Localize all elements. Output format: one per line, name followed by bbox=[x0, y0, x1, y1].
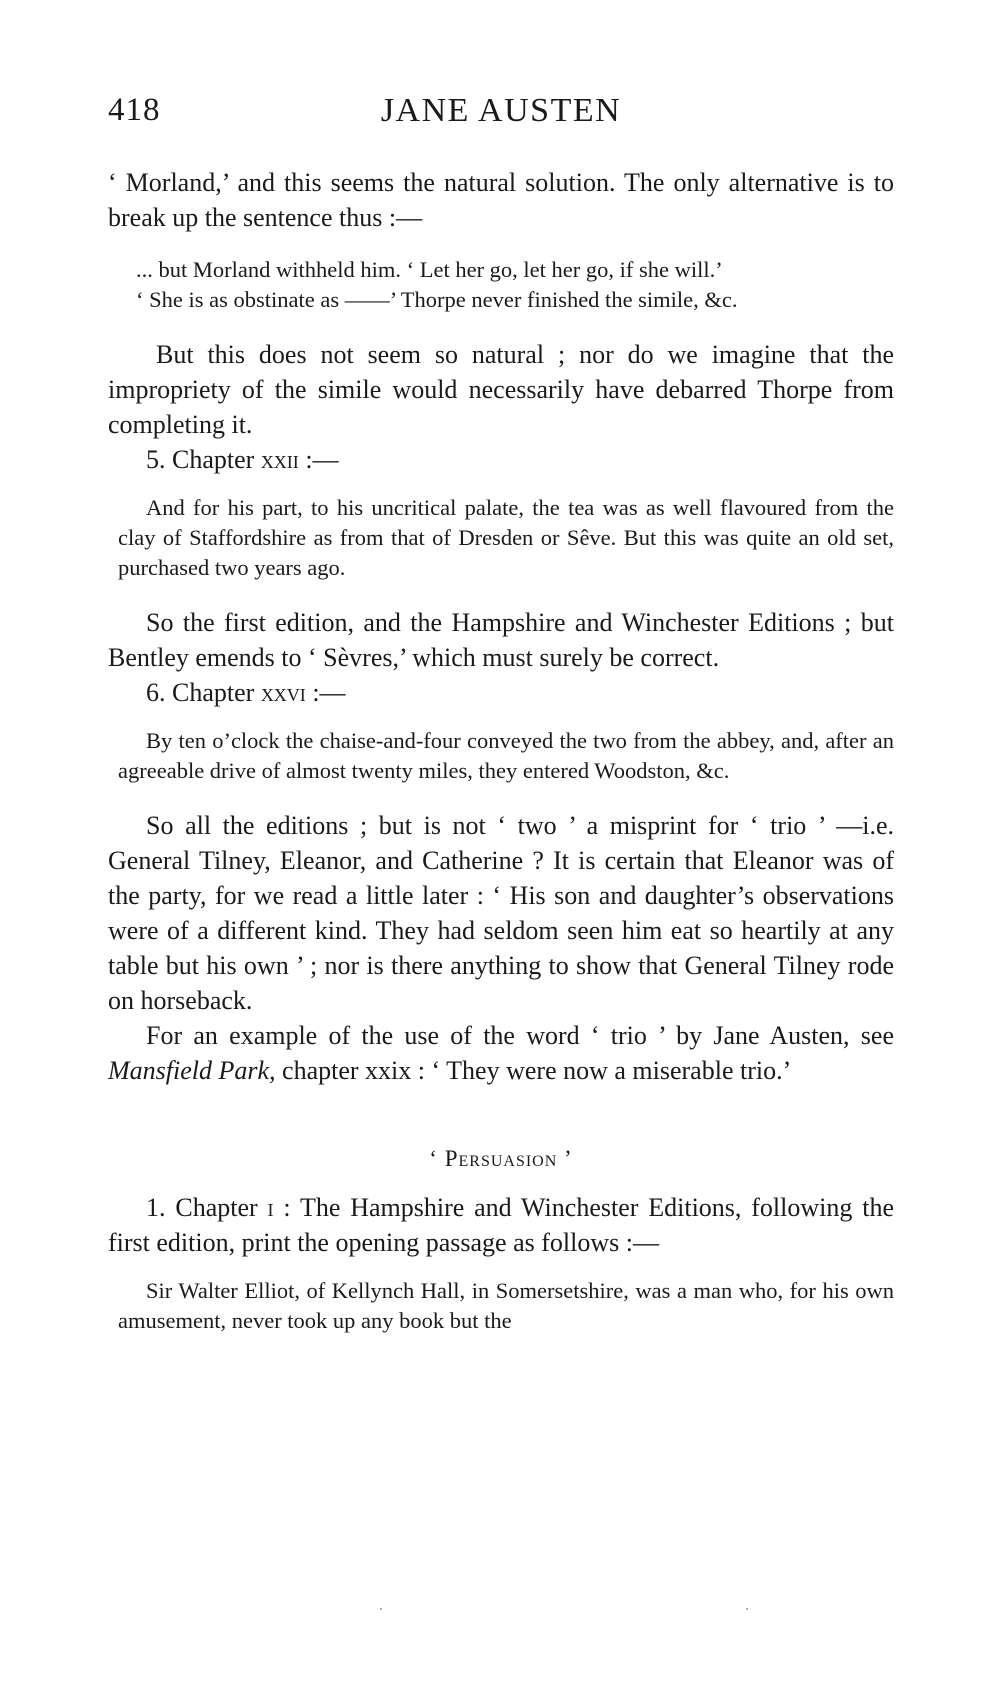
item-label: 1. Chapter bbox=[146, 1193, 268, 1222]
quote-line-obstinate: ‘ She is as obstinate as ——’ Thorpe never finished the simile, &c. bbox=[136, 287, 738, 312]
paragraph-morland: ‘ Morland,’ and this seems the natural solution. The only alternative is to break up the sentence thus :— bbox=[108, 168, 894, 232]
text-run: For an example of the use of the word ‘ trio ’ by Jane Austen, see bbox=[146, 1021, 894, 1050]
page-number: 418 bbox=[108, 92, 161, 128]
item-suffix: :— bbox=[298, 445, 339, 474]
quote-sir-walter: Sir Walter Elliot, of Kellynch Hall, in Somersetshire, was a man who, for his own amusement, never took up any book but the bbox=[118, 1278, 894, 1333]
paragraph-mansfield bbox=[108, 1018, 894, 1088]
close-quote: ’ bbox=[557, 1146, 573, 1171]
paragraph-trio: So all the editions ; but is not ‘ two ’ a misprint for ‘ trio ’ —i.e. General Tilney, Eleanor, and Catherine ? It is certain that Eleanor was of the party, for we read a little later : ‘ His son and daughter’s observations were of a different kind. They had seldom seen him eat so heartily at any table but his own ’ ; nor is there anything to show that General Tilney rode on horseback. bbox=[108, 811, 894, 1015]
quote-tea: And for his part, to his uncritical palate, the tea was as well flavoured from the clay of Staffordshire as from that of Dresden or Sêve. But this was quite an old set, purchased two years ago. bbox=[118, 495, 894, 580]
chapter-numeral: xxvi bbox=[260, 678, 306, 707]
item-text: : The Hampshire and Winchester Editions, following the first edition, print the opening passage as follows :— bbox=[108, 1193, 894, 1257]
item-label: 5. Chapter bbox=[146, 445, 261, 474]
item-chapter-xxvi bbox=[108, 675, 894, 710]
chapter-numeral: xxii bbox=[260, 445, 299, 474]
running-title: JANE AUSTEN bbox=[380, 92, 622, 129]
chapter-numeral: i bbox=[267, 1193, 274, 1222]
open-quote: ‘ bbox=[429, 1146, 445, 1171]
page-header bbox=[108, 92, 894, 140]
page-body bbox=[108, 165, 894, 1336]
text-run: chapter xxix : ‘ They were now a miserable trio.’ bbox=[275, 1056, 792, 1085]
item-suffix: :— bbox=[305, 678, 346, 707]
paragraph-impropriety: But this does not seem so natural ; nor do we imagine that the impropriety of the simile would necessarily have debarred Thorpe from completing it. bbox=[108, 340, 894, 439]
paragraph-bentley: So the first edition, and the Hampshire and Winchester Editions ; but Bentley emends to ‘ Sèvres,’ which must surely be correct. bbox=[108, 608, 894, 672]
section-title: Persuasion bbox=[444, 1146, 558, 1171]
item-chapter-i bbox=[108, 1190, 894, 1260]
print-speck bbox=[380, 1608, 820, 1612]
item-chapter-xxii bbox=[108, 442, 894, 477]
book-title-mansfield-park: Mansfield Park, bbox=[108, 1056, 276, 1085]
item-label: 6. Chapter bbox=[146, 678, 261, 707]
section-heading-persuasion bbox=[108, 1146, 894, 1172]
quote-line-withheld: ... but Morland withheld him. ‘ Let her go, let her go, if she will.’ bbox=[136, 257, 723, 282]
quote-woodston: By ten o’clock the chaise-and-four conveyed the two from the abbey, and, after an agreeable drive of almost twenty miles, they entered Woodston, &c. bbox=[118, 728, 894, 783]
